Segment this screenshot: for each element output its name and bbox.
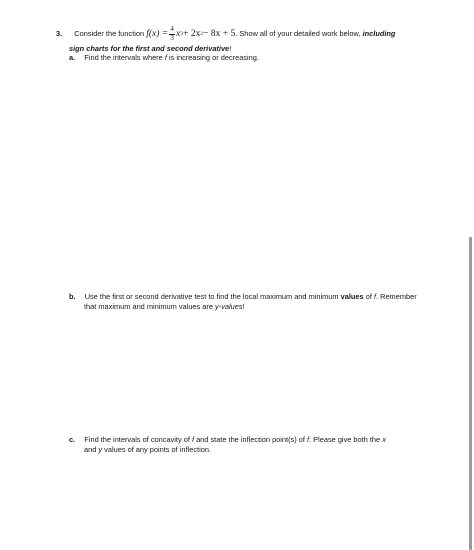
term-rest: − 8x + 5 [203, 29, 236, 39]
part-b-label: b. [69, 292, 76, 301]
part-c-text: Find the intervals of concavity of [84, 435, 190, 444]
part-b-text: Use the first or second derivative test to find the local maximum and minimum [84, 292, 339, 301]
term-2x: + 2x [183, 29, 201, 39]
including-text: including [362, 28, 396, 38]
part-a-text-after: is increasing or decreasing. [168, 53, 259, 62]
part-c-y: y [98, 445, 103, 454]
part-c-line2-text: values of any points of inflection. [104, 445, 211, 454]
vertical-scrollbar[interactable] [469, 237, 472, 550]
part-b-line2 [84, 302, 245, 312]
part-b-f: f [373, 292, 376, 301]
intro-text: Consider the function [74, 28, 145, 38]
part-c-line1 [69, 435, 386, 445]
sign-charts-text: sign charts for the first and second derivative [69, 44, 230, 53]
part-b-y-values: y-values [215, 302, 243, 311]
part-a-text-before: Find the intervals where [84, 53, 163, 62]
function-lhs: f(x) = [146, 29, 169, 39]
part-a-f: f [164, 53, 167, 62]
part-c-f1: f [191, 435, 194, 444]
part-a [69, 53, 259, 63]
part-c-label: c. [69, 435, 76, 444]
fraction [169, 26, 175, 42]
fraction-denominator: 3 [170, 34, 174, 42]
part-c-mid: and state the inflection point(s) of [196, 435, 305, 444]
part-b-line1 [69, 292, 417, 302]
part-c-x: x [382, 435, 386, 444]
part-c-f2: f [307, 435, 310, 444]
exponent-2: 2 [200, 31, 204, 37]
intro-after-text: . Show all of your detailed work below, [235, 28, 361, 38]
fraction-numerator: 4 [170, 25, 174, 33]
part-c-after: . Please give both the [309, 435, 381, 444]
sign-charts-exclaim: ! [229, 44, 232, 53]
part-a-label: a. [69, 53, 76, 62]
part-b-remember: . Remember [376, 292, 417, 301]
part-c-line2 [84, 445, 211, 455]
question-3-intro [56, 26, 395, 42]
part-b-line2-text: that maximum and minimum values are [84, 302, 213, 311]
term-x: x [176, 29, 181, 39]
part-b-values: values [340, 292, 364, 301]
part-c-and: and [84, 445, 97, 454]
exponent-3: 3 [180, 31, 184, 37]
part-b-exclaim: ! [242, 302, 245, 311]
function-expression [146, 26, 235, 42]
question-number: 3. [56, 28, 63, 38]
part-b-of: of [365, 292, 372, 301]
